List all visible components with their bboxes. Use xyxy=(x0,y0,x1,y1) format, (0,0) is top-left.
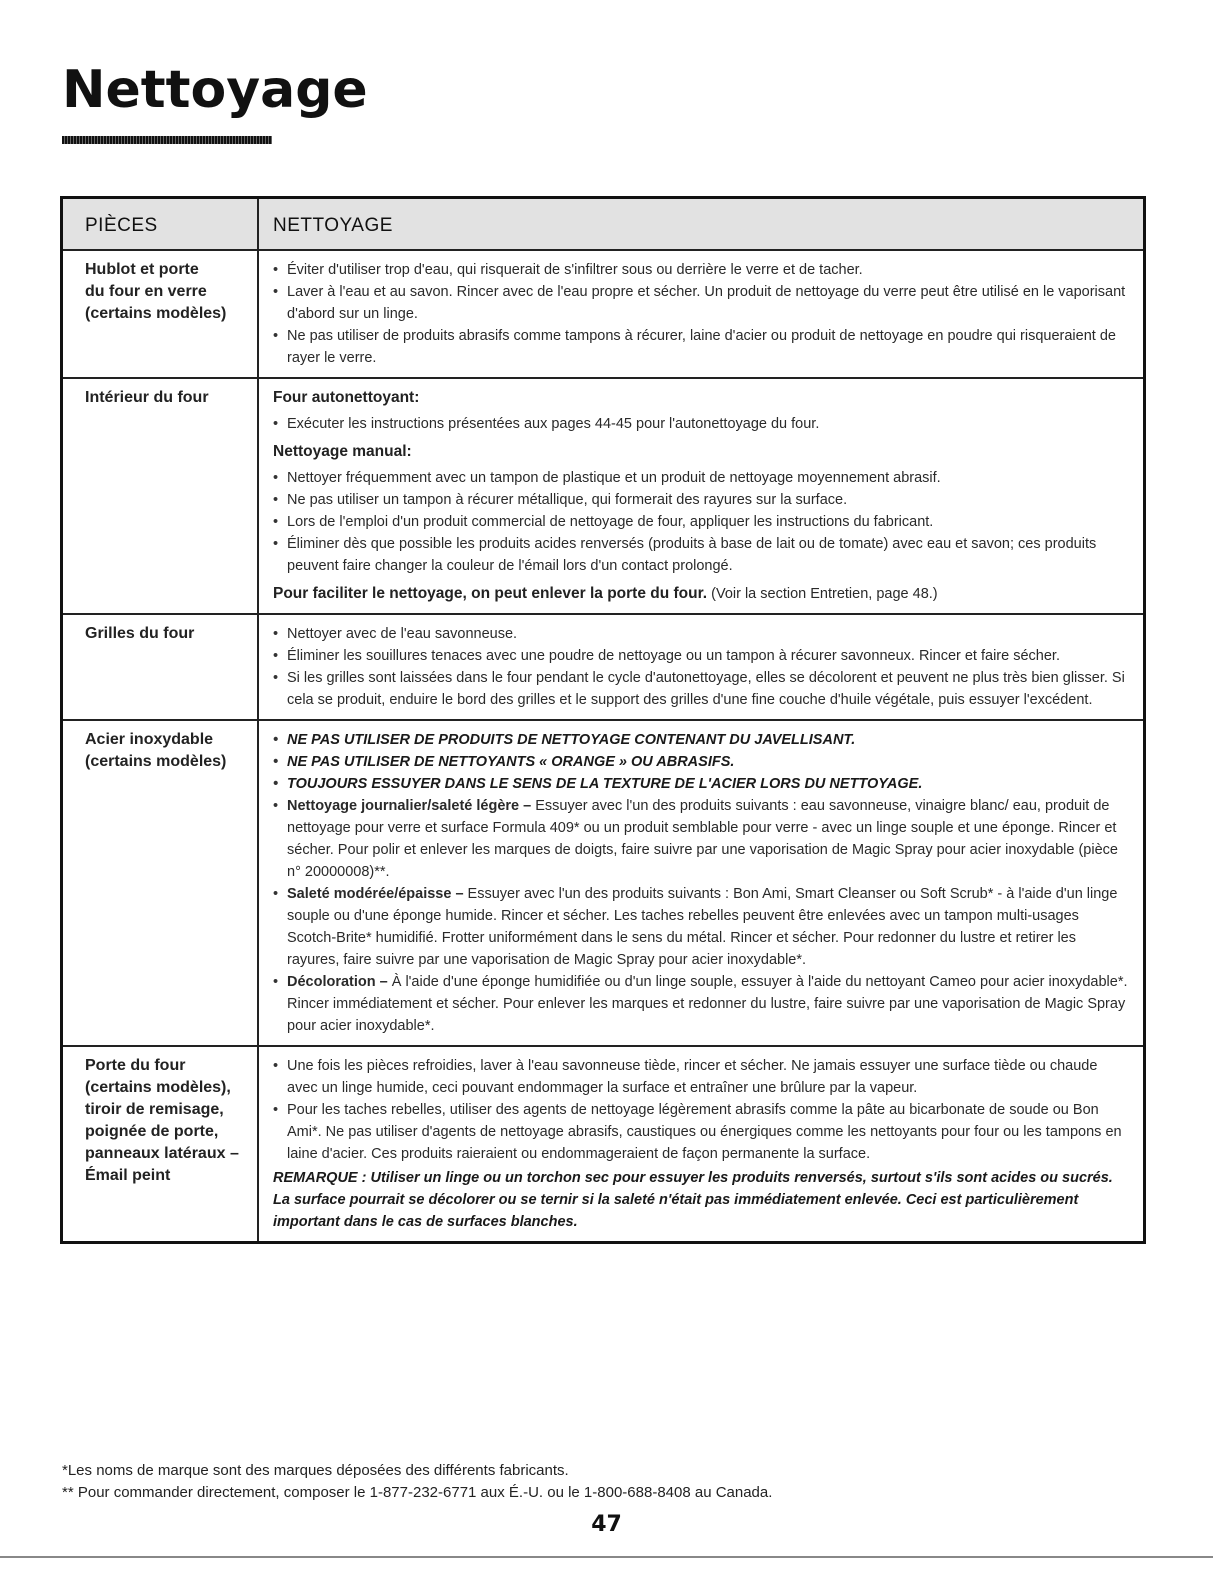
part-label-door: Porte du four (certains modèles), tiroir de remisage, poignée de porte, panneaux latéraux – Émail peint xyxy=(63,1047,259,1241)
footnotes xyxy=(62,1460,1152,1504)
warning-item: • NE PAS UTILISER DE PRODUITS DE NETTOYAGE CONTENANT DU JAVELLISANT. xyxy=(273,729,1131,751)
discolor-label: Décoloration – xyxy=(287,974,388,990)
list-item: • Éliminer les souillures tenaces avec une poudre de nettoyage ou un tampon à récurer savonneux. Rincer et faire sécher. xyxy=(273,645,1131,667)
cleaning-cell-steel xyxy=(259,721,1143,1045)
heavy-label: Saleté modérée/épaisse – xyxy=(287,886,464,902)
list-item-discolor xyxy=(273,971,1131,1037)
part-label-window: Hublot et porte du four en verre (certains modèles) xyxy=(63,251,259,377)
table-row-steel xyxy=(63,721,1143,1047)
cleaning-list xyxy=(273,729,1131,1037)
page-number: 47 xyxy=(591,1512,622,1537)
list-item: • Si les grilles sont laissées dans le four pendant le cycle d'autonettoyage, elles se décolorent et peuvent ne plus très bien glisser. Si cela se produit, enduire le bord des grilles et le support des grilles d'une fine couche d'huile végétale, puis essuyer l'excédent. xyxy=(273,667,1131,711)
list-item: • Éliminer dès que possible les produits acides renversés (produits à base de lait ou de tomate) avec eau et savon; ces produits peuvent faire changer la couleur de l'émail lors d'un contact prolongé. xyxy=(273,533,1131,577)
discolor-text: À l'aide d'une éponge humidifiée ou d'un linge souple, essuyer à l'aide du nettoyant Cameo pour acier inoxydable*. Rincer immédiatement et sécher. Pour enlever les marques et redonner du lustre, faire suivre par une vaporisation de Magic Spray pour acier inoxydable*. xyxy=(287,974,1128,1034)
list-item: • Éviter d'utiliser trop d'eau, qui risquerait de s'infiltrer sous ou derrière le verre et de tacher. xyxy=(273,259,1131,281)
cleaning-list xyxy=(273,467,1131,577)
list-item: • Lors de l'emploi d'un produit commercial de nettoyage de four, appliquer les instructions du fabricant. xyxy=(273,511,1131,533)
part-label-racks: Grilles du four xyxy=(63,615,259,719)
list-item-daily xyxy=(273,795,1131,883)
cleaning-list xyxy=(273,259,1131,369)
page-title: Nettoyage xyxy=(62,60,368,120)
door-removal-note-ref: (Voir la section Entretien, page 48.) xyxy=(707,586,938,602)
cleaning-list xyxy=(273,1055,1131,1165)
list-item: • Pour les taches rebelles, utiliser des agents de nettoyage légèrement abrasifs comme la pâte au bicarbonate de soude ou Bon Ami*. Ne pas utiliser d'agents de nettoyage abrasifs, caustiques ou énergiques comme les nettoyants pour four ou les tampons en laine d'acier. Ces produits raieraient ou endommageraient de façon permanente la surface. xyxy=(273,1099,1131,1165)
part-label-steel: Acier inoxydable (certains modèles) xyxy=(63,721,259,1045)
table-row-window xyxy=(63,251,1143,379)
cleaning-table xyxy=(60,196,1146,1244)
table-row-interior xyxy=(63,379,1143,615)
title-underline xyxy=(62,136,272,144)
door-removal-note xyxy=(273,583,1131,605)
manual-clean-heading: Nettoyage manual: xyxy=(273,443,412,460)
list-item: • Exécuter les instructions présentées aux pages 44-45 pour l'autonettoyage du four. xyxy=(273,413,1131,435)
header-cleaning: NETTOYAGE xyxy=(273,215,393,236)
footnote-trademark: *Les noms de marque sont des marques déposées des différents fabricants. xyxy=(62,1462,569,1479)
cleaning-list xyxy=(273,413,1131,435)
cleaning-list xyxy=(273,623,1131,711)
list-item: • Une fois les pièces refroidies, laver à l'eau savonneuse tiède, rincer et sécher. Ne jamais essuyer une surface tiède ou chaude avec un linge humide, ceci pouvant endommager la surface et entraîner une brûlure par la vapeur. xyxy=(273,1055,1131,1099)
heavy-text: Essuyer avec l'un des produits suivants : Bon Ami, Smart Cleanser ou Soft Scrub* - à l'aide d'un linge souple ou d'une éponge humide. Rincer et sécher. Les taches rebelles peuvent être enlevées avec un tampon multi-usages Scotch-Brite* humidifié. Frotter uniformément dans le sens du métal. Rincer et sécher. Pour redonner du lustre et retirer les rayures, faire suivre par une vaporisation de Magic Spray pour acier inoxydable*. xyxy=(287,886,1118,968)
part-label-interior: Intérieur du four xyxy=(63,379,259,613)
cleaning-cell-racks xyxy=(259,615,1143,719)
cleaning-cell-window xyxy=(259,251,1143,377)
list-item: • Ne pas utiliser de produits abrasifs comme tampons à récurer, laine d'acier ou produit de nettoyage en poudre qui risqueraient de rayer le verre. xyxy=(273,325,1131,369)
list-item: • Nettoyer avec de l'eau savonneuse. xyxy=(273,623,1131,645)
daily-label: Nettoyage journalier/saleté légère – xyxy=(287,798,532,814)
remark-note: REMARQUE : Utiliser un linge ou un torchon sec pour essuyer les produits renversés, surtout s'ils sont acides ou sucrés. La surface pourrait se décolorer ou se ternir si la saleté n'était pas immédiatement enlevée. Ceci est particulièrement important dans le cas de surfaces blanches. xyxy=(273,1170,1113,1230)
table-row-racks xyxy=(63,615,1143,721)
list-item: • Ne pas utiliser un tampon à récurer métallique, qui formerait des rayures sur la surface. xyxy=(273,489,1131,511)
warning-item: • NE PAS UTILISER DE NETTOYANTS « ORANGE » OU ABRASIFS. xyxy=(273,751,1131,773)
door-removal-note-bold: Pour faciliter le nettoyage, on peut enlever la porte du four. xyxy=(273,585,708,602)
self-clean-heading: Four autonettoyant: xyxy=(273,389,420,406)
cleaning-cell-door xyxy=(259,1047,1143,1241)
list-item: • Nettoyer fréquemment avec un tampon de plastique et un produit de nettoyage moyennement abrasif. xyxy=(273,467,1131,489)
table-header-row xyxy=(63,199,1143,251)
list-item-heavy xyxy=(273,883,1131,971)
cleaning-cell-interior xyxy=(259,379,1143,613)
header-parts: PIÈCES xyxy=(63,199,259,249)
list-item: • Laver à l'eau et au savon. Rincer avec de l'eau propre et sécher. Un produit de nettoyage du verre peut être utilisé en le vaporisant d'abord sur un linge. xyxy=(273,281,1131,325)
daily-text: Essuyer avec l'un des produits suivants : eau savonneuse, vinaigre blanc/ eau, produit de nettoyage pour verre et surface Formula 409* ou un produit semblable pour verre - avec un linge souple et une éponge. Rincer et sécher. Pour polir et enlever les marques de doigts, faire suivre par une vaporisation de Magic Spray pour acier inoxydable (pièce n° 20000008)**. xyxy=(287,798,1118,880)
warning-item: • TOUJOURS ESSUYER DANS LE SENS DE LA TEXTURE DE L'ACIER LORS DU NETTOYAGE. xyxy=(273,773,1131,795)
bottom-divider xyxy=(0,1556,1213,1558)
footnote-order: ** Pour commander directement, composer le 1-877-232-6771 aux É.-U. ou le 1-800-688-8408 au Canada. xyxy=(62,1484,773,1501)
table-row-door xyxy=(63,1047,1143,1241)
